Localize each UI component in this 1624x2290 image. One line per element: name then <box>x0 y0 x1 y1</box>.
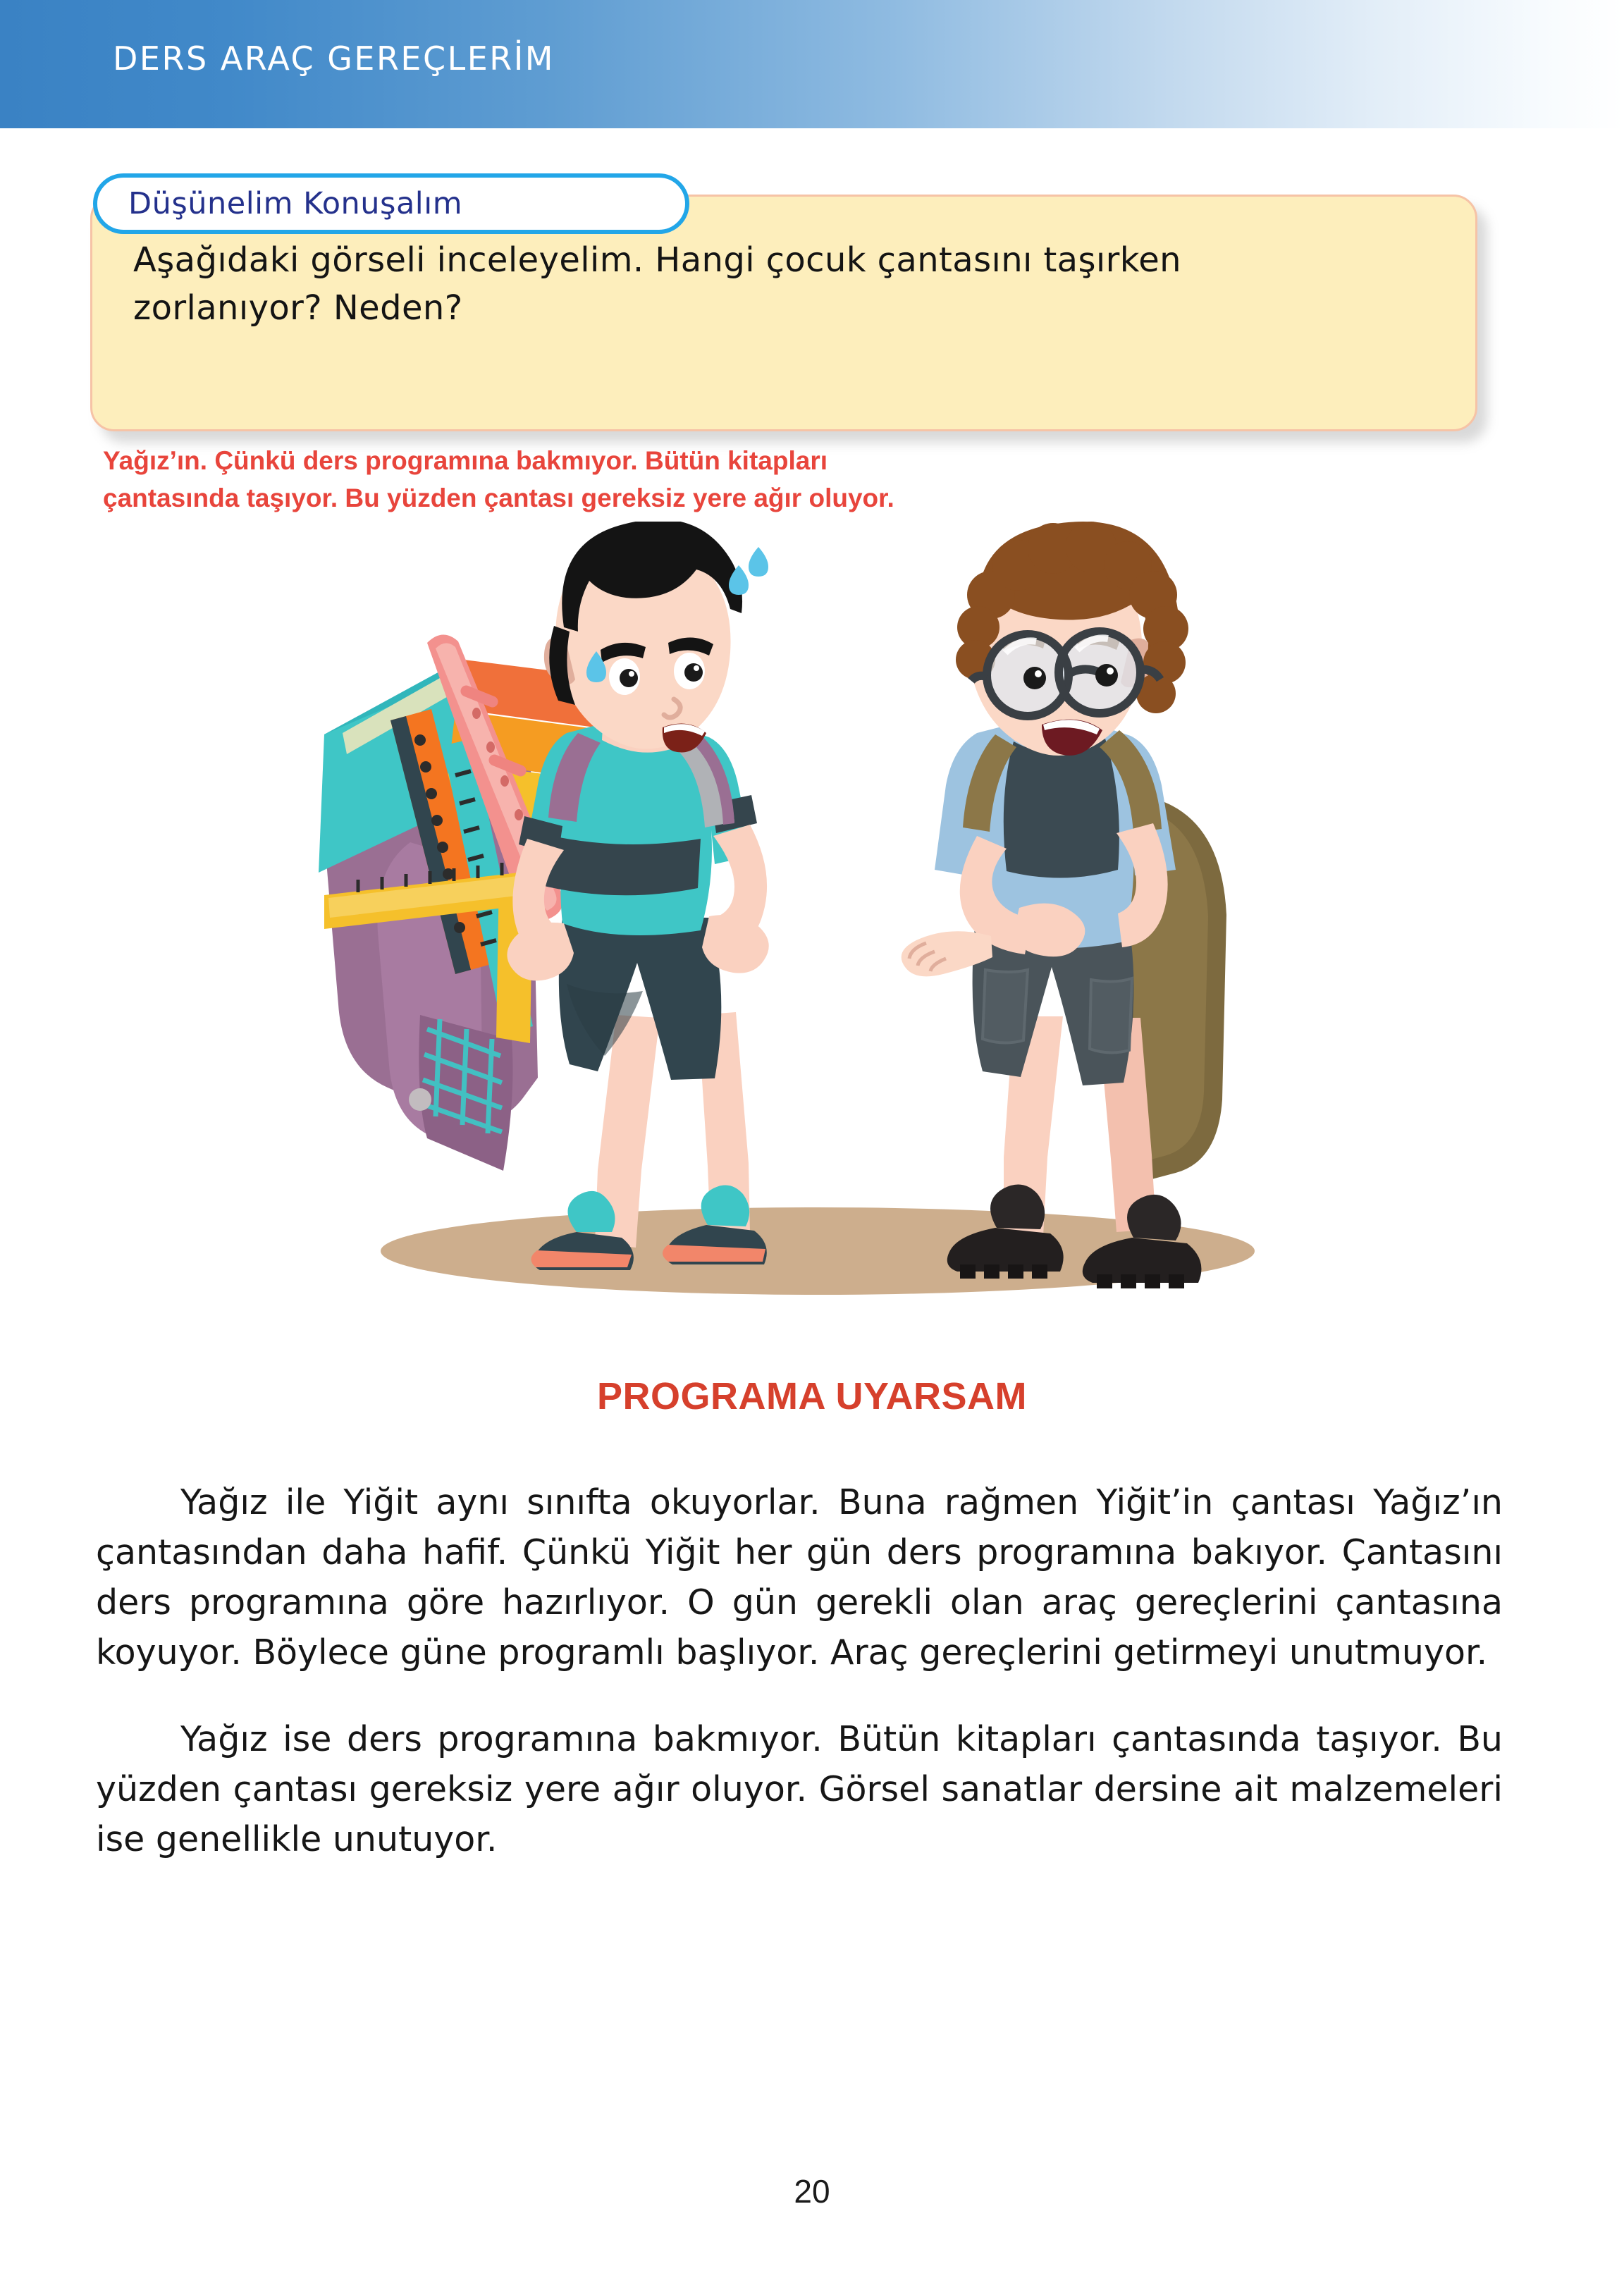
question-text <box>133 236 1439 332</box>
boy-left-group <box>319 522 769 1270</box>
page-title: DERS ARAÇ GEREÇLERİM <box>113 39 555 78</box>
boy-right-shorts-pocket-right <box>1090 978 1132 1053</box>
story-paragraph-1: Yağız ile Yiğit aynı sınıfta okuyorlar. Buna rağmen Yiğit’in çantası Yağız’ın çantasından daha hafif. Çünkü Yiğit her gün ders programına bakıyor. Çantasını ders programına göre hazırlıyor. O gün gerekli olan araç gereçlerini çantasına koyuyor. Böylece güne programlı başlıyor. Araç gereçlerini getirmeyi unutmuyor. <box>96 1482 1503 1673</box>
two-boys-illustration <box>282 522 1360 1297</box>
handwritten-answer <box>103 443 1301 517</box>
boy-right-eye-left <box>1023 667 1046 689</box>
question-line-1: Aşağıdaki görseli inceleyelim. Hangi çocuk çantasını taşırken <box>133 240 1181 280</box>
page-number: 20 <box>794 2173 830 2210</box>
boy-right-shirt-panel <box>1004 739 1119 878</box>
illustration-svg <box>282 522 1360 1297</box>
question-line-2: zorlanıyor? Neden? <box>133 288 463 328</box>
answer-line-1: Yağız’ın. Çünkü ders programına bakmıyor. Bütün kitapları <box>103 446 828 475</box>
think-and-talk-label: Düşünelim Konuşalım <box>128 186 463 221</box>
boy-right-shorts-pocket-left <box>983 970 1028 1043</box>
story-paragraph-2: Yağız ise ders programına bakmıyor. Bütün kitapları çantasında taşıyor. Bu yüzden çantası gereksiz yere ağır oluyor. Görsel sanatlar dersine ait malzemeleri ise genellikle unutuyor. <box>96 1719 1503 1860</box>
boy-right-group <box>902 522 1226 1288</box>
story-title: PROGRAMA UYARSAM <box>596 1375 1028 1417</box>
think-and-talk-pill <box>93 173 689 234</box>
page-header-banner <box>0 0 1624 128</box>
story-body <box>96 1477 1503 1864</box>
boy-right-eye-right <box>1095 664 1118 687</box>
sweat-drop-2-icon <box>749 547 768 577</box>
answer-line-2: çantasında taşıyor. Bu yüzden çantası gereksiz yere ağır oluyor. <box>103 483 894 512</box>
backpack-button-icon <box>409 1088 431 1111</box>
